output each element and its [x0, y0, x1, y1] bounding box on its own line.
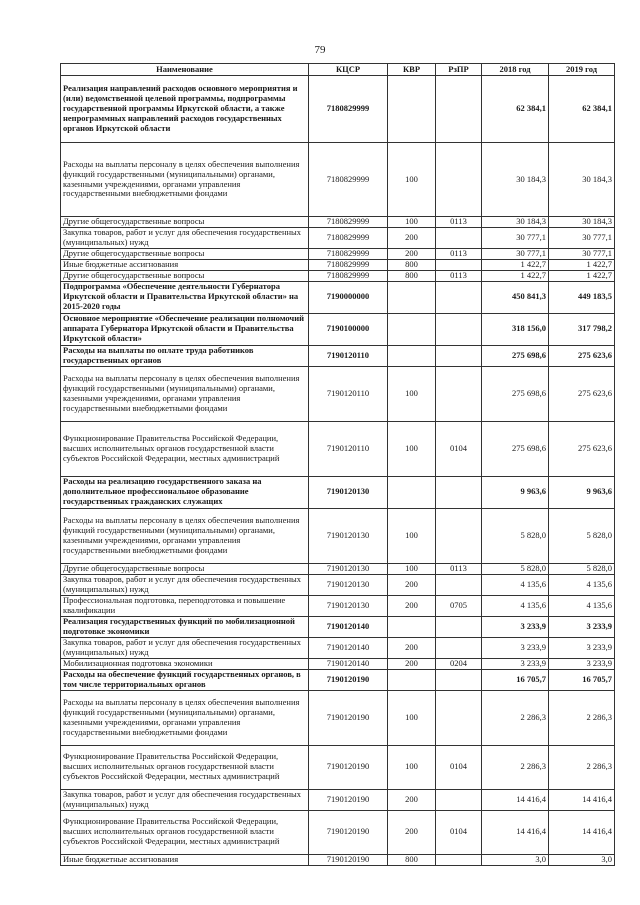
- table-row: [61, 76, 615, 143]
- row-amount-2019: 1 422,7: [549, 259, 615, 270]
- row-amount-2019: 9 963,6: [549, 476, 615, 508]
- row-kvr: 100: [388, 217, 436, 228]
- row-amount-2019: 275 623,6: [549, 366, 615, 421]
- row-rzpr: [436, 143, 482, 217]
- table-row: [61, 259, 615, 270]
- row-amount-2018: 1 422,7: [482, 270, 549, 281]
- row-kvr: 200: [388, 810, 436, 854]
- row-amount-2019: 275 623,6: [549, 345, 615, 366]
- row-amount-2018: 9 963,6: [482, 476, 549, 508]
- row-kvr: 100: [388, 366, 436, 421]
- row-name: Реализация государственных функций по мобилизационной подготовке экономики: [61, 616, 309, 637]
- row-kvr: [388, 313, 436, 345]
- row-amount-2019: 449 183,5: [549, 281, 615, 313]
- row-name: Другие общегосударственные вопросы: [61, 270, 309, 281]
- row-kvr: 200: [388, 574, 436, 595]
- row-kvr: 200: [388, 248, 436, 259]
- table-row: [61, 637, 615, 658]
- row-amount-2019: 30 777,1: [549, 227, 615, 248]
- row-rzpr: 0113: [436, 563, 482, 574]
- row-kvr: 100: [388, 563, 436, 574]
- row-name: Расходы на реализацию государственного заказа на дополнительное профессиональное образование государственных гражданских служащих: [61, 476, 309, 508]
- row-name: Реализация направлений расходов основного мероприятия и (или) ведомственной целевой программы, подпрограммы государственной программы Иркутской области, а также непрограммных направлений расходов государственных органов Иркутской области: [61, 76, 309, 143]
- row-kcsr: 7180829999: [309, 217, 388, 228]
- table-row: [61, 745, 615, 789]
- row-amount-2018: 14 416,4: [482, 810, 549, 854]
- row-name: Другие общегосударственные вопросы: [61, 248, 309, 259]
- row-kcsr: 7190120190: [309, 669, 388, 690]
- page-number: 79: [314, 44, 326, 56]
- table-row: [61, 143, 615, 217]
- row-rzpr: [436, 574, 482, 595]
- row-kcsr: 7190120190: [309, 745, 388, 789]
- row-name: Основное мероприятие «Обеспечение реализации полномочий аппарата Губернатора Иркутской области и Правительства Иркутской области»: [61, 313, 309, 345]
- table-row: [61, 270, 615, 281]
- row-kvr: 800: [388, 270, 436, 281]
- row-amount-2019: 4 135,6: [549, 595, 615, 616]
- row-amount-2018: 3 233,9: [482, 616, 549, 637]
- row-amount-2019: 14 416,4: [549, 810, 615, 854]
- table-row: [61, 574, 615, 595]
- row-kvr: [388, 616, 436, 637]
- row-kcsr: 7190120130: [309, 595, 388, 616]
- row-amount-2018: 275 698,6: [482, 366, 549, 421]
- row-kcsr: 7190120110: [309, 345, 388, 366]
- row-kvr: 100: [388, 421, 436, 476]
- row-kcsr: 7190120110: [309, 366, 388, 421]
- row-kcsr: 7180829999: [309, 227, 388, 248]
- row-amount-2018: 14 416,4: [482, 789, 549, 810]
- row-kvr: 200: [388, 789, 436, 810]
- row-amount-2018: 4 135,6: [482, 574, 549, 595]
- row-kcsr: 7190120130: [309, 476, 388, 508]
- row-kvr: [388, 76, 436, 143]
- header-kcsr: КЦСР: [309, 64, 388, 76]
- row-kcsr: 7190120190: [309, 789, 388, 810]
- row-name: Расходы на выплаты по оплате труда работников государственных органов: [61, 345, 309, 366]
- row-kvr: [388, 476, 436, 508]
- row-kcsr: 7180829999: [309, 270, 388, 281]
- row-kcsr: 7180829999: [309, 76, 388, 143]
- row-amount-2019: 3,0: [549, 854, 615, 865]
- row-amount-2018: 5 828,0: [482, 508, 549, 563]
- row-kvr: 800: [388, 854, 436, 865]
- row-amount-2018: 3 233,9: [482, 658, 549, 669]
- row-amount-2019: 16 705,7: [549, 669, 615, 690]
- header-rzpr: РзПР: [436, 64, 482, 76]
- row-name: Мобилизационная подготовка экономики: [61, 658, 309, 669]
- row-rzpr: [436, 259, 482, 270]
- row-amount-2018: 30 777,1: [482, 227, 549, 248]
- row-name: Расходы на выплаты персоналу в целях обеспечения выполнения функций государственными (муниципальными) органами, казенными учреждениями, органами управления государственными внебюджетными фондами: [61, 690, 309, 745]
- row-rzpr: [436, 637, 482, 658]
- table-row: [61, 313, 615, 345]
- table-row: [61, 281, 615, 313]
- table-row: [61, 595, 615, 616]
- row-amount-2018: 450 841,3: [482, 281, 549, 313]
- table-row: [61, 563, 615, 574]
- row-amount-2018: 275 698,6: [482, 421, 549, 476]
- row-amount-2019: 5 828,0: [549, 508, 615, 563]
- row-amount-2018: 4 135,6: [482, 595, 549, 616]
- row-amount-2018: 16 705,7: [482, 669, 549, 690]
- row-amount-2019: 14 416,4: [549, 789, 615, 810]
- row-rzpr: 0104: [436, 745, 482, 789]
- table-row: [61, 421, 615, 476]
- row-rzpr: [436, 76, 482, 143]
- row-rzpr: 0113: [436, 248, 482, 259]
- row-rzpr: [436, 854, 482, 865]
- table-row: [61, 248, 615, 259]
- row-kvr: 100: [388, 508, 436, 563]
- row-amount-2019: 275 623,6: [549, 421, 615, 476]
- row-rzpr: [436, 690, 482, 745]
- row-name: Функционирование Правительства Российской Федерации, высших исполнительных органов государственной власти субъектов Российской Федерации, местных администраций: [61, 810, 309, 854]
- row-kcsr: 7180829999: [309, 143, 388, 217]
- row-amount-2018: 30 777,1: [482, 248, 549, 259]
- row-rzpr: [436, 616, 482, 637]
- row-kcsr: 7190000000: [309, 281, 388, 313]
- row-amount-2018: 3 233,9: [482, 637, 549, 658]
- row-kcsr: 7190120140: [309, 637, 388, 658]
- row-amount-2019: 3 233,9: [549, 637, 615, 658]
- row-name: Функционирование Правительства Российской Федерации, высших исполнительных органов государственной власти субъектов Российской Федерации, местных администраций: [61, 421, 309, 476]
- row-amount-2019: 3 233,9: [549, 616, 615, 637]
- row-kcsr: 7190100000: [309, 313, 388, 345]
- row-kcsr: 7180829999: [309, 248, 388, 259]
- table-row: [61, 508, 615, 563]
- row-amount-2018: 62 384,1: [482, 76, 549, 143]
- row-rzpr: [436, 508, 482, 563]
- row-name: Профессиональная подготовка, переподготовка и повышение квалификации: [61, 595, 309, 616]
- row-kvr: 800: [388, 259, 436, 270]
- table-header-row: [61, 64, 615, 76]
- row-amount-2019: 30 777,1: [549, 248, 615, 259]
- row-kvr: 100: [388, 745, 436, 789]
- row-rzpr: 0113: [436, 270, 482, 281]
- row-kcsr: 7190120190: [309, 854, 388, 865]
- header-2019: 2019 год: [549, 64, 615, 76]
- table-row: [61, 227, 615, 248]
- row-amount-2019: 2 286,3: [549, 690, 615, 745]
- row-amount-2018: 5 828,0: [482, 563, 549, 574]
- row-kcsr: 7190120140: [309, 658, 388, 669]
- row-kvr: 100: [388, 143, 436, 217]
- row-kvr: [388, 281, 436, 313]
- row-kcsr: 7190120130: [309, 508, 388, 563]
- row-rzpr: 0705: [436, 595, 482, 616]
- row-kvr: [388, 345, 436, 366]
- table-row: [61, 345, 615, 366]
- row-amount-2019: 30 184,3: [549, 143, 615, 217]
- row-name: Расходы на выплаты персоналу в целях обеспечения выполнения функций государственными (муниципальными) органами, казенными учреждениями, органами управления государственными внебюджетными фондами: [61, 508, 309, 563]
- row-name: Функционирование Правительства Российской Федерации, высших исполнительных органов государственной власти субъектов Российской Федерации, местных администраций: [61, 745, 309, 789]
- row-amount-2019: 5 828,0: [549, 563, 615, 574]
- row-name: Закупка товаров, работ и услуг для обеспечения государственных (муниципальных) нужд: [61, 789, 309, 810]
- row-rzpr: 0204: [436, 658, 482, 669]
- table-row: [61, 366, 615, 421]
- row-name: Закупка товаров, работ и услуг для обеспечения государственных (муниципальных) нужд: [61, 227, 309, 248]
- row-amount-2019: 1 422,7: [549, 270, 615, 281]
- row-amount-2019: 62 384,1: [549, 76, 615, 143]
- table-row: [61, 616, 615, 637]
- row-name: Подпрограмма «Обеспечение деятельности Губернатора Иркутской области и Правительства Иркутской области» на 2015-2020 годы: [61, 281, 309, 313]
- row-rzpr: [436, 345, 482, 366]
- row-kcsr: 7190120110: [309, 421, 388, 476]
- row-rzpr: [436, 313, 482, 345]
- row-rzpr: 0113: [436, 217, 482, 228]
- row-amount-2018: 318 156,0: [482, 313, 549, 345]
- row-amount-2019: 4 135,6: [549, 574, 615, 595]
- row-amount-2018: 30 184,3: [482, 217, 549, 228]
- header-2018: 2018 год: [482, 64, 549, 76]
- row-rzpr: [436, 476, 482, 508]
- row-name: Другие общегосударственные вопросы: [61, 217, 309, 228]
- row-rzpr: [436, 227, 482, 248]
- row-rzpr: 0104: [436, 421, 482, 476]
- row-amount-2018: 30 184,3: [482, 143, 549, 217]
- row-rzpr: [436, 366, 482, 421]
- row-kcsr: 7190120130: [309, 574, 388, 595]
- row-kcsr: 7190120140: [309, 616, 388, 637]
- row-kvr: [388, 669, 436, 690]
- row-kvr: 100: [388, 690, 436, 745]
- row-name: Расходы на обеспечение функций государственных органов, в том числе территориальных органов: [61, 669, 309, 690]
- table-row: [61, 690, 615, 745]
- row-name: Закупка товаров, работ и услуг для обеспечения государственных (муниципальных) нужд: [61, 574, 309, 595]
- row-amount-2019: 30 184,3: [549, 217, 615, 228]
- budget-table: [60, 63, 615, 866]
- table-row: [61, 476, 615, 508]
- row-kvr: 200: [388, 227, 436, 248]
- row-name: Расходы на выплаты персоналу в целях обеспечения выполнения функций государственными (муниципальными) органами, казенными учреждениями, органами управления государственными внебюджетными фондами: [61, 366, 309, 421]
- row-kvr: 200: [388, 637, 436, 658]
- row-amount-2019: 3 233,9: [549, 658, 615, 669]
- table-row: [61, 217, 615, 228]
- header-name: Наименование: [61, 64, 309, 76]
- row-name: Иные бюджетные ассигнования: [61, 854, 309, 865]
- table-row: [61, 789, 615, 810]
- table-row: [61, 658, 615, 669]
- table-row: [61, 810, 615, 854]
- row-name: Иные бюджетные ассигнования: [61, 259, 309, 270]
- row-kcsr: 7190120190: [309, 690, 388, 745]
- table-body: [61, 76, 615, 866]
- row-rzpr: [436, 789, 482, 810]
- header-kvr: КВР: [388, 64, 436, 76]
- row-name: Закупка товаров, работ и услуг для обеспечения государственных (муниципальных) нужд: [61, 637, 309, 658]
- row-kvr: 200: [388, 658, 436, 669]
- row-name: Расходы на выплаты персоналу в целях обеспечения выполнения функций государственными (муниципальными) органами, казенными учреждениями, органами управления государственными внебюджетными фондами: [61, 143, 309, 217]
- row-amount-2018: 1 422,7: [482, 259, 549, 270]
- row-kcsr: 7190120190: [309, 810, 388, 854]
- row-amount-2018: 2 286,3: [482, 745, 549, 789]
- row-amount-2018: 275 698,6: [482, 345, 549, 366]
- row-rzpr: [436, 281, 482, 313]
- row-kvr: 200: [388, 595, 436, 616]
- table-row: [61, 669, 615, 690]
- row-rzpr: 0104: [436, 810, 482, 854]
- row-amount-2019: 2 286,3: [549, 745, 615, 789]
- table-row: [61, 854, 615, 865]
- row-rzpr: [436, 669, 482, 690]
- row-amount-2019: 317 798,2: [549, 313, 615, 345]
- row-name: Другие общегосударственные вопросы: [61, 563, 309, 574]
- row-kcsr: 7180829999: [309, 259, 388, 270]
- row-amount-2018: 3,0: [482, 854, 549, 865]
- row-amount-2018: 2 286,3: [482, 690, 549, 745]
- row-kcsr: 7190120130: [309, 563, 388, 574]
